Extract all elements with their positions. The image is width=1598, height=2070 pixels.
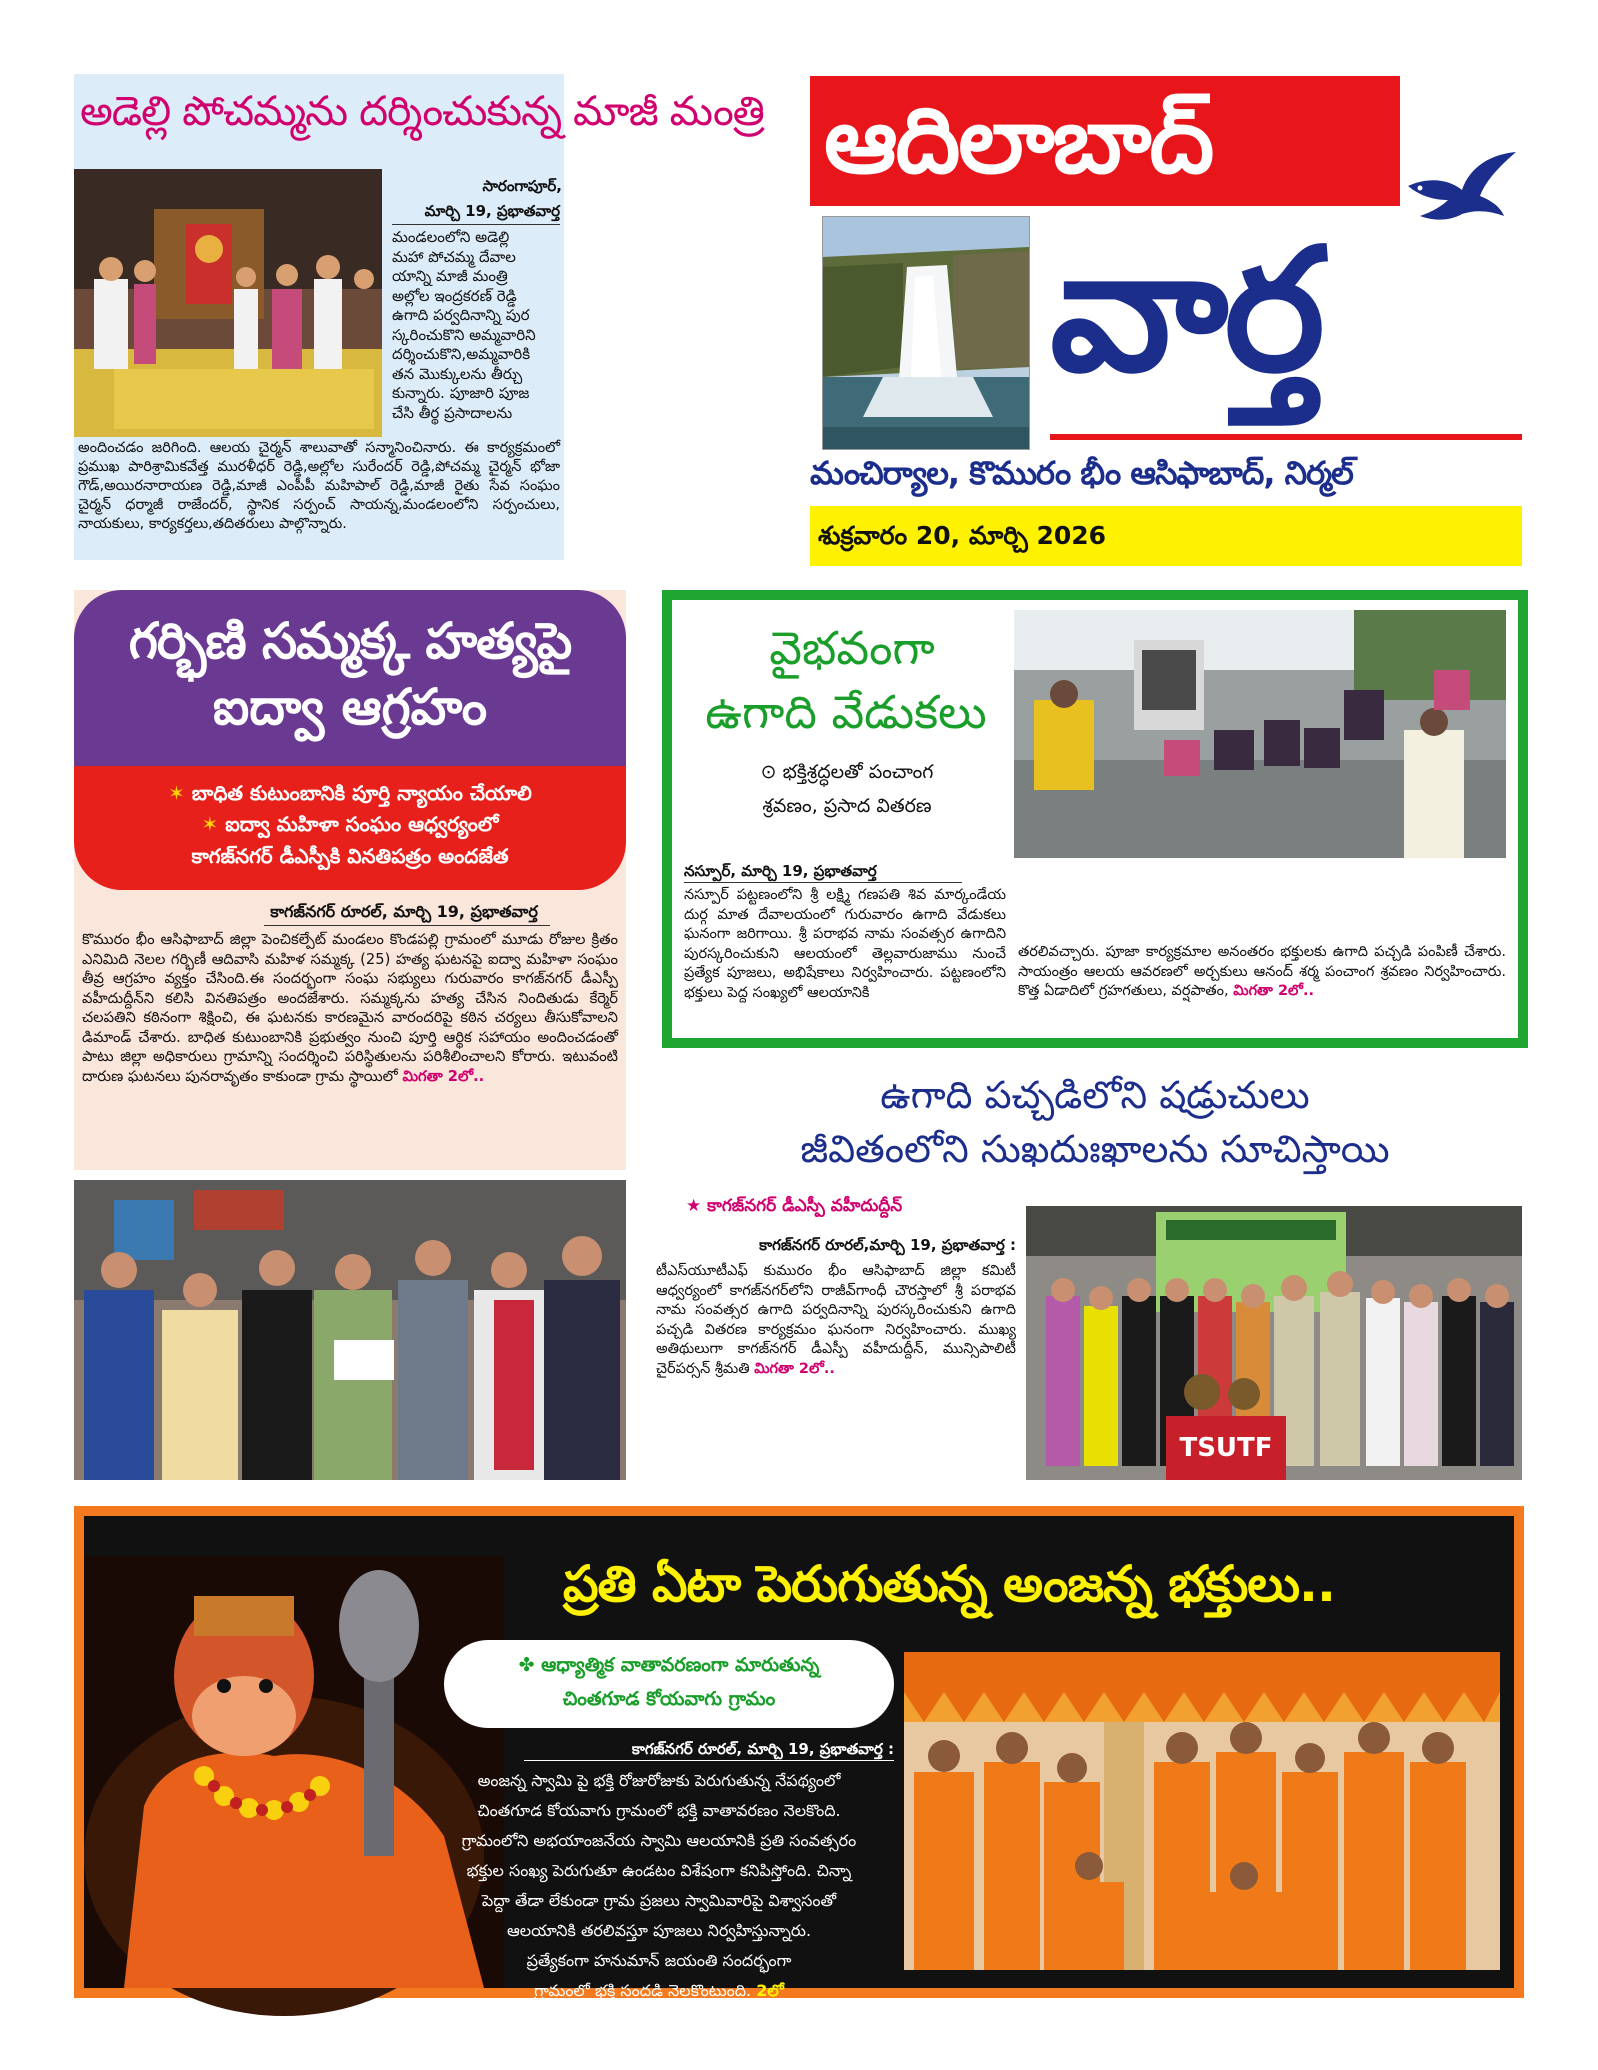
star-icon: ✶ (201, 812, 226, 836)
story2-headline-line1: గర్భిణి సమ్మక్క హత్యపై (128, 612, 572, 670)
story2-bullet2 (74, 808, 626, 840)
story2-rule (264, 925, 550, 926)
story4-byline: ★ కాగజ్‌నగర్ డీఎస్పీ వహీదుద్దీన్ (686, 1196, 903, 1216)
masthead (810, 76, 1522, 566)
story3-inner (672, 600, 1518, 1038)
story4-body (656, 1262, 1016, 1379)
story5-sub2: చింతగూడ కోయవాగు గ్రామం (562, 1688, 776, 1710)
story5-inner (84, 1516, 1514, 2000)
story2-body-text: కొమురం భీం ఆసిఫాబాద్ జిల్లా పెంచికల్పేట్ మండలం కొండపల్లి గ్రామంలో మూడు రోజుల క్రితం ఎనిమిది నెలల గర్భిణీ ఆదివాసి మహిళ సమ్మక్క (25) హత్య ఘటనపై ఐద్వా మహిళా సంఘం తీవ్ర ఆగ్రహం వ్యక్తం చేసింది.ఈ సందర్భంగా సంఘ సభ్యులు గురువారం కాగజ్‌నగర్ డీఎస్పీ వహీదుద్దీన్‌ని కలిసి వినతిపత్రం అందజేశారు. సమ్మక్కను హత్య చేసిన నిందితుడు కేర్మెర్ చలపతిని కఠినంగా శిక్షించి, ఈ ఘటనకు కారణమైన వారందరిపై కఠిన చర్యలు తీసుకోవాలని డిమాండ్ చేశారు. బాధిత కుటుంబానికి ప్రభుత్వం నుంచి పూర్తి ఆర్థిక సహాయం అందించడంతో పాటు జిల్లా అధికారులు గ్రామాన్ని సందర్శించి పరిస్థితులను పరిశీలించాలని కోరారు. ఇటువంటి దారుణ ఘటనలు పునరావృతం కాకుండా గ్రామ స్థాయిలో (82, 931, 618, 1085)
story4-headline-line2: జీవితంలోని సుఖదుఃఖాలను సూచిస్తాయి (800, 1127, 1390, 1171)
story4-banner-text: TSUTF (1179, 1433, 1273, 1463)
story3-sub2: శ్రవణం, ప్రసాద వితరణ (762, 795, 932, 817)
side-line: దర్శించుకొని,అమ్మవారికి (392, 345, 531, 363)
side-line: అల్లోల ఇంద్రకరణ్ రెడ్డి (392, 286, 517, 305)
story1-body: అందించడం జరిగింది. ఆలయ చైర్మన్ శాలువాతో సన్మానించినారు. ఈ కార్యక్రమంలో ప్రముఖ పారిశ్రామికవేత్త మురళీధర్ రెడ్డి,అల్లోల సురేందర్ రెడ్డి,పోచమ్మ చైర్మన్ భోజా గౌడ్,అయిరనారాయణ రెడ్డి,మాజీ ఎంపీపీ మహిపాల్ రెడ్డి,మాజీ రైతు సేవ సంఘం చైర్మన్ ధర్మాజీ రాజేందర్, స్థానిక సర్పంచ్ సాయన్న,మండలంలోని సర్పంచులు, నాయకులు, కార్యకర్తలు,తదితరులు పాల్గొన్నారు. (78, 440, 560, 532)
waterfall-photo (822, 216, 1030, 450)
devotees-photo (904, 1652, 1500, 1970)
story2-body (82, 930, 618, 1086)
story2-continue-link[interactable]: మిగతా 2లో.. (402, 1067, 485, 1085)
masthead-date: శుక్రవారం 20, మార్చి 2026 (818, 521, 1107, 550)
story2-subhead-band (74, 766, 626, 890)
story5-line: చింతగూడ కోయవాగు గ్రామంలో భక్తి వాతావరణం నెలకొంది. (477, 1801, 841, 1820)
story3-continue-link[interactable]: మిగతా 2లో.. (1233, 983, 1314, 999)
side-line: చేసి తీర్థ ప్రసాదాలను (392, 403, 513, 422)
story1-dateline: మార్చి 19, ప్రభాతవార్త (424, 202, 560, 220)
story3-photo (1014, 610, 1506, 858)
story3-rule (684, 882, 962, 883)
story1-side-column (392, 228, 562, 423)
story5-sub-box (444, 1640, 894, 1728)
story5-dateline: కాగజ్‌నగర్ రూరల్, మార్చి 19, ప్రభాతవార్త : (631, 1740, 894, 1758)
side-line: తన మొక్కులను తీర్చు (392, 364, 523, 383)
story2-dateline: కాగజ్‌నగర్ రూరల్, మార్చి 19, ప్రభాతవార్త (270, 902, 538, 921)
side-line: కున్నారు. పూజారి పూజ (392, 384, 530, 402)
story1-place: సారంగాపూర్, (482, 177, 562, 195)
story-ugadi-nasspur (662, 590, 1528, 1048)
story5-continue-link[interactable]: 2లో (756, 1981, 784, 2000)
story5-line: ప్రత్యేకంగా హనుమాన్ జయంతి సందర్భంగా (526, 1951, 792, 1970)
story5-line: గ్రామంలో భక్తి సందడి నెలకొంటుంది. (534, 1981, 752, 2000)
story1-photo (74, 169, 382, 437)
story-adelli (74, 74, 764, 560)
story3-sub1: ⊙ భక్తిశ్రద్ధలతో పంచాంగ (760, 761, 934, 783)
story3-left-col: నస్పూర్ పట్టణంలోని శ్రీ లక్ష్మి గణపతి శివ మార్కండేయ దుర్గ మాత దేవాలయంలో గురువారం ఉగాది వేడుకలు ఘనంగా జరిగాయి. శ్రీ పరాభవ నామ సంవత్సర ఉగాదిని పురస్కరించుకుని ఆలయంలో తెల్లవారుజాము నుంచే ప్రత్యేక పూజలు, అభిషేకాలు నిర్వహించారు. పట్టణంలోని భక్తులు పెద్ద సంఖ్యలో ఆలయానికి (684, 887, 1006, 1001)
story5-line: గ్రామంలోని అభయాంజనేయ స్వామి ఆలయానికి ప్రతి సంవత్సరం (461, 1831, 857, 1850)
masthead-districts: మంచిర్యాల, కొమురం భీం ఆసిఫాబాద్, నిర్మల్ (810, 454, 1353, 492)
story3-headline-line2: ఉగాది వేడుకలు (705, 685, 987, 739)
story5-sub1: ✤ ఆధ్యాత్మిక వాతావరణంగా మారుతున్న (518, 1654, 820, 1676)
story4-photo (1026, 1206, 1522, 1480)
story3-dateline: నస్పూర్, మార్చి 19, ప్రభాతవార్త (684, 862, 877, 880)
story5-line: పెద్దా తేడా లేకుండా గ్రామ ప్రజలు స్వామివారిపై విశ్వాసంతో (481, 1891, 837, 1910)
story2-bullet1 (74, 766, 626, 808)
story4-headline-line1: ఉగాది పచ్చడిలోని షడ్రుచులు (880, 1073, 1310, 1117)
story-idwa (74, 590, 626, 1170)
side-line: స్కరించుకొని అమ్మవారిని (392, 325, 536, 344)
story4-continue-link[interactable]: మిగతా 2లో.. (754, 1360, 835, 1377)
side-line: మహా పోచమ్మ దేవాల (392, 247, 516, 266)
story5-line: అంజన్న స్వామి పై భక్తి రోజురోజుకు పెరుగుతున్న నేపథ్యంలో (477, 1771, 841, 1790)
star-icon: ✶ (168, 781, 192, 805)
story5-last-line (424, 1976, 894, 2006)
side-line: యాన్ని మాజీ మంత్రి (392, 267, 508, 285)
story3-right-col (1018, 943, 1506, 1002)
story1-headline: అడెల్లి పోచమ్మను దర్శించుకున్న మాజీ మంత్రి (80, 87, 764, 135)
masthead-date-band (810, 506, 1522, 566)
story5-line: ఆలయానికి తరలివస్తూ పూజలు నిర్వహిస్తున్నారు. (506, 1921, 812, 1940)
story5-rule (524, 1760, 894, 1761)
story3-headline-line1: వైభవంగా (769, 621, 935, 675)
story2-bullet2-text: ఐద్వా మహిళా సంఘం ఆధ్వర్యంలో (225, 812, 499, 836)
side-line: ఉగాది పర్వదినాన్ని పుర (392, 306, 530, 324)
story4-dateline: కాగజ్‌నగర్ రూరల్,మార్చి 19, ప్రభాతవార్త : (759, 1236, 1016, 1254)
story2-bullet1-text: బాధిత కుటుంబానికి పూర్తి న్యాయం చేయాలి (191, 781, 532, 805)
story1-rule (392, 224, 560, 225)
story3-right-text: తరలివచ్చారు. పూజా కార్యక్రమాల అనంతరం భక్తులకు ఉగాది పచ్చడి పంపిణీ చేశారు. సాయంత్రం ఆలయ ఆవరణలో అర్చకులు ఆనంద్ శర్మ పంచాంగ శ్రవణం నిర్వహించారు. కొత్త ఏడాదిలో గ్రహగతులు, వర్షపాతం, (1018, 944, 1506, 999)
story2-photo (74, 1180, 626, 1480)
story5-line: భక్తుల సంఖ్య పెరుగుతూ ఉండటం విశేషంగా కనిపిస్తోంది. చిన్నా (466, 1861, 852, 1880)
masthead-vaartha: వార్త (1050, 212, 1321, 410)
side-line: మండలంలోని అడెల్లి (392, 228, 510, 246)
story5-body (424, 1766, 894, 2006)
story2-headline-band (74, 590, 626, 770)
masthead-red-rule (1050, 434, 1522, 440)
story4-body-text: టీఎస్‌యూటీఎఫ్ కుమురం భీం ఆసిఫాబాద్ జిల్లా కమిటీ ఆధ్వర్యంలో కాగజ్‌నగర్‌లోని రాజీవ్‌గాంధీ చౌరస్తాలో శ్రీ పరాభవ నామ సంవత్సర ఉగాది పర్వదినాన్ని పురస్కరించుకుని ఉగాది పచ్చడి వితరణ కార్యక్రమం ఘనంగా నిర్వహించారు. ముఖ్య అతిథులుగా కాగజ్‌నగర్ డీఎస్పీ వహీదుద్దీన్, మున్సిపాలిటీ చైర్‌పర్సన్ శ్రీమతి (656, 1263, 1016, 1377)
story2-headline-line2: ఐద్వా ఆగ్రహం (212, 678, 488, 736)
masthead-title: ఆదిలాబాద్ (824, 87, 1213, 194)
story-anjanna (74, 1506, 1524, 1998)
story5-headline: ప్రతి ఏటా పెరుగుతున్న అంజన్న భక్తులు.. (562, 1555, 1336, 1613)
story2-bullet3: కాగజ్‌నగర్ డీఎస్పీకి వినతిపత్రం అందజేత (191, 844, 509, 868)
